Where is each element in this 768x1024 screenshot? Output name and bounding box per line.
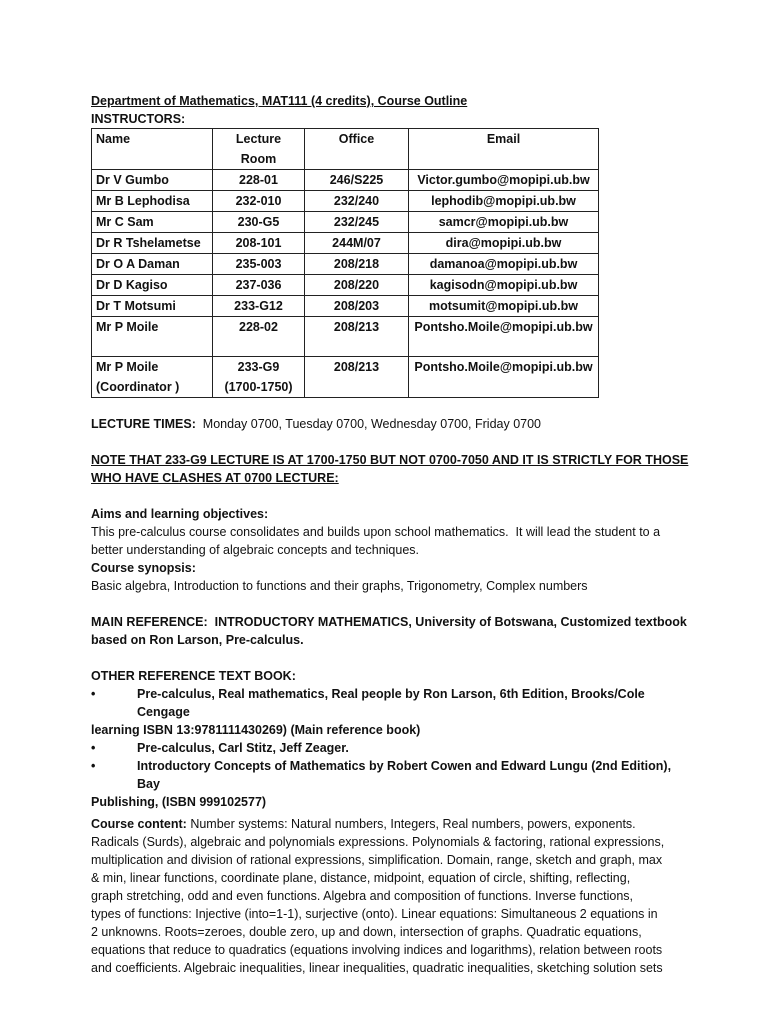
course-content-line: Radicals (Surds), algebraic and polynomials expressions. Polynomials & factoring, rational expressions,	[91, 835, 665, 849]
table-row	[92, 191, 599, 212]
cell-name: Dr O A Daman	[92, 254, 213, 275]
header-room-line1: Lecture	[235, 132, 282, 146]
table-row	[92, 296, 599, 317]
note-line2: WHO HAVE CLASHES AT 0700 LECTURE:	[91, 471, 339, 485]
cell-room: 232-010	[213, 191, 305, 212]
cell-name: Dr V Gumbo	[92, 170, 213, 191]
reference-item	[91, 757, 691, 793]
course-content-line: & min, linear functions, coordinate plane, distance, midpoint, equation of circle, shifting, reflecting,	[91, 871, 631, 885]
table-row	[92, 275, 599, 296]
reference-item-line2: Publishing, (ISBN 999102577)	[91, 795, 267, 809]
synopsis-text: Basic algebra, Introduction to functions and their graphs, Trigonometry, Complex numbers	[91, 579, 588, 593]
cell-name: Dr T Motsumi	[92, 296, 213, 317]
header-email: Email	[409, 129, 599, 170]
course-outline	[91, 92, 691, 977]
cell-room: 228-01	[213, 170, 305, 191]
reference-item-line1: Introductory Concepts of Mathematics by Robert Cowen and Edward Lungu (2nd Edition), Bay	[137, 759, 672, 791]
table-row	[92, 317, 599, 357]
aims-heading: Aims and learning objectives:	[91, 507, 269, 521]
cell-name: Dr R Tshelametse	[92, 233, 213, 254]
course-content-line: types of functions: Injective (into=1-1), surjective (onto). Linear equations: Simultaneous 2 equations in	[91, 907, 658, 921]
cell-room: 208-101	[213, 233, 305, 254]
cell-room: 228-02	[213, 317, 305, 357]
instructors-label: INSTRUCTORS:	[91, 112, 186, 126]
cell-name	[92, 357, 213, 398]
cell-name: Mr B Lephodisa	[92, 191, 213, 212]
course-content-line: multiplication and division of rational expressions, simplification. Domain, range, sketch and graph, max	[91, 853, 663, 867]
course-content-line: graph stretching, odd and even functions. Algebra and composition of functions. Inverse functions,	[91, 889, 634, 903]
reference-item-line1: Pre-calculus, Carl Stitz, Jeff Zeager.	[137, 741, 349, 755]
other-reference-block	[91, 667, 691, 811]
main-reference-line1: MAIN REFERENCE: INTRODUCTORY MATHEMATICS, University of Botswana, Customized textbook	[91, 615, 687, 629]
coordinator-label: (Coordinator )	[96, 380, 180, 394]
cell-office: 208/218	[305, 254, 409, 275]
aims-block	[91, 505, 691, 595]
cell-room: 235-003	[213, 254, 305, 275]
table-row	[92, 233, 599, 254]
cell-name: Mr C Sam	[92, 212, 213, 233]
cell-office: 232/240	[305, 191, 409, 212]
page-title: Department of Mathematics, MAT111 (4 credits), Course Outline	[91, 94, 468, 108]
table-row	[92, 170, 599, 191]
course-content-text: Number systems: Natural numbers, Integers, Real numbers, powers, exponents.	[186, 817, 636, 831]
course-content-label: Course content:	[91, 817, 187, 831]
cell-office: 246/S225	[305, 170, 409, 191]
reference-item	[91, 739, 691, 757]
cell-office: 232/245	[305, 212, 409, 233]
table-row	[92, 254, 599, 275]
cell-email: Victor.gumbo@mopipi.ub.bw	[409, 170, 599, 191]
cell-name: Dr D Kagiso	[92, 275, 213, 296]
header-office: Office	[305, 129, 409, 170]
cell-room: 233-G12	[213, 296, 305, 317]
cell-name: Mr P Moile	[92, 317, 213, 357]
course-content-block	[91, 815, 691, 977]
course-content-line: 2 unknowns. Roots=zeroes, double zero, up and down, intersection of graphs. Quadratic equations,	[91, 925, 642, 939]
reference-item	[91, 685, 691, 721]
coordinator-room: 233-G9	[237, 360, 280, 374]
table-row	[92, 212, 599, 233]
aims-line1: This pre-calculus course consolidates and builds upon school mathematics. It will lead the student to a	[91, 525, 661, 539]
table-header-row	[92, 129, 599, 170]
cell-office: 208/203	[305, 296, 409, 317]
cell-email: samcr@mopipi.ub.bw	[409, 212, 599, 233]
header-name: Name	[92, 129, 213, 170]
cell-email: dira@mopipi.ub.bw	[409, 233, 599, 254]
note-block	[91, 451, 691, 487]
main-reference-line2: based on Ron Larson, Pre-calculus.	[91, 633, 304, 647]
synopsis-heading: Course synopsis:	[91, 561, 196, 575]
cell-office: 208/220	[305, 275, 409, 296]
cell-email: motsumit@mopipi.ub.bw	[409, 296, 599, 317]
cell-email: kagisodn@mopipi.ub.bw	[409, 275, 599, 296]
lecture-times	[91, 415, 691, 433]
lecture-times-value: Monday 0700, Tuesday 0700, Wednesday 0700, Friday 0700	[195, 417, 542, 431]
lecture-times-label: LECTURE TIMES:	[91, 417, 196, 431]
bullet-icon: •	[91, 687, 96, 701]
course-content-line: and coefficients. Algebraic inequalities, linear inequalities, quadratic inequalities, sketching solution sets	[91, 961, 663, 975]
note-line1: NOTE THAT 233-G9 LECTURE IS AT 1700-1750 BUT NOT 0700-7050 AND IT IS STRICTLY FOR THOSE	[91, 453, 689, 467]
course-content-line	[91, 815, 691, 833]
main-reference-block	[91, 613, 691, 649]
cell-office: 208/213	[305, 357, 409, 398]
cell-room: 230-G5	[213, 212, 305, 233]
cell-room: 237-036	[213, 275, 305, 296]
bullet-icon: •	[91, 759, 96, 773]
reference-item-line2: learning ISBN 13:9781111430269) (Main reference book)	[91, 723, 421, 737]
table-row-coordinator	[92, 357, 599, 398]
header-room-line2: Room	[240, 152, 277, 166]
coordinator-room-time: (1700-1750)	[224, 380, 293, 394]
cell-email: Pontsho.Moile@mopipi.ub.bw	[409, 357, 599, 398]
reference-item-line1: Pre-calculus, Real mathematics, Real people by Ron Larson, 6th Edition, Brooks/Cole Cengage	[137, 687, 645, 719]
other-reference-heading: OTHER REFERENCE TEXT BOOK:	[91, 669, 296, 683]
cell-office: 208/213	[305, 317, 409, 357]
header-lecture-room	[213, 129, 305, 170]
coordinator-name: Mr P Moile	[96, 360, 159, 374]
aims-line2: better understanding of algebraic concepts and techniques.	[91, 543, 420, 557]
bullet-icon: •	[91, 741, 96, 755]
cell-office: 244M/07	[305, 233, 409, 254]
course-content-line: equations that reduce to quadratics (equations involving indices and logarithms), relation between roots	[91, 943, 663, 957]
cell-email: lephodib@mopipi.ub.bw	[409, 191, 599, 212]
cell-email: Pontsho.Moile@mopipi.ub.bw	[409, 317, 599, 357]
cell-room	[213, 357, 305, 398]
instructors-table	[91, 128, 599, 398]
cell-email: damanoa@mopipi.ub.bw	[409, 254, 599, 275]
